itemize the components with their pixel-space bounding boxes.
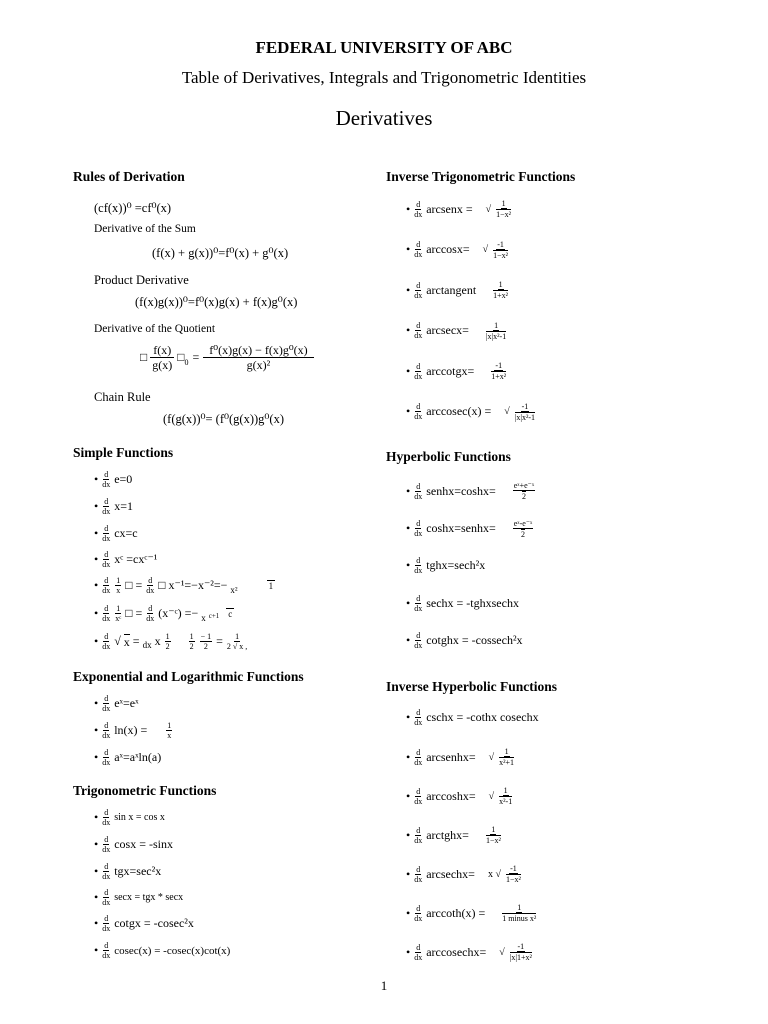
derivative-operator: $\frac{d}{dx}$ [102, 694, 111, 713]
list-item [94, 497, 133, 516]
list-item [94, 748, 161, 767]
result-fraction: $\frac{1}{\text{1 minus x²}}$ [502, 903, 537, 923]
list-item [94, 835, 173, 854]
derivative-operator: $\frac{d}{dx}$ [414, 747, 423, 767]
formula: e=0 [114, 472, 133, 486]
derivative-operator: $\frac{d}{dx}$ [102, 808, 111, 827]
list-item [406, 280, 509, 300]
quotient-equals: = [192, 350, 200, 364]
list-item [94, 888, 183, 907]
derivative-operator: $\frac{d}{dx}$ [102, 862, 111, 881]
quotient-rhs-numerator: f⁰(x)g(x) − f(x)g⁰(x) [203, 343, 313, 358]
function-name: cschx = -cothx cosechx [426, 710, 539, 724]
page-title: Derivatives [335, 106, 433, 130]
function-name: cotghx = -cossech²x [426, 633, 523, 647]
section-heading-trigonometric: Trigonometric Functions [73, 783, 217, 798]
formula-numerator: c [228, 609, 233, 619]
function-name: arccoshx= [426, 788, 476, 803]
derivative-operator: $\frac{d}{dx}$ [102, 576, 111, 595]
result-fraction: $\frac{1}{\text{1+x²}}$ [493, 280, 509, 300]
bullet: • [94, 837, 99, 851]
document-subtitle: Table of Derivatives, Integrals and Trigonometric Identities [181, 68, 587, 87]
derivative-operator: $\frac{d}{dx}$ [102, 721, 111, 740]
result-fraction: $\frac{1}{\text{1−x²}}$ [485, 825, 501, 845]
bullet: • [94, 499, 99, 513]
bullet: • [406, 788, 411, 803]
list-item [406, 481, 536, 501]
bracket-glyph: □ [125, 578, 133, 592]
formula: xᶜ =cxᶜ⁻¹ [114, 552, 158, 566]
list-item [406, 199, 512, 219]
formula: cosec(x) = -cosec(x)cot(x) [114, 944, 231, 957]
bullet: • [94, 578, 99, 592]
result-fraction: $\frac{1}{\text{|x|x²-1}}$ [485, 320, 507, 341]
function-name: arctangent [426, 282, 477, 297]
section-heading-simple: Simple Functions [73, 445, 174, 460]
derivative-operator: $\frac{d}{dx}$ [414, 519, 423, 538]
derivative-operator: $\frac{d}{dx}$ [414, 942, 423, 962]
bullet: • [406, 323, 411, 337]
fraction: $\frac{1}{\text{xᶜ}}$ [115, 604, 122, 623]
derivative-operator: $\frac{d}{dx}$ [414, 361, 423, 381]
formula: tgx=sec²x [114, 864, 162, 878]
list-item [94, 941, 230, 960]
bullet: • [94, 890, 99, 904]
radical-sign: √ [488, 751, 495, 763]
function-name: arcsechx= [426, 866, 475, 881]
result-fraction: $\frac{1}{\text{1−x²}}$ [496, 199, 512, 219]
derivative-operator: $\frac{d}{dx}$ [414, 786, 423, 806]
list-item [406, 747, 515, 767]
bullet: • [94, 696, 99, 710]
radicand: x [123, 634, 130, 649]
formula: secx = tgx * secx [114, 892, 184, 903]
derivative-operator: $\frac{d}{dx}$ [102, 497, 111, 516]
derivative-operator: $\frac{d}{dx}$ [102, 914, 111, 933]
list-item [406, 321, 507, 341]
function-name: arccotgx= [426, 363, 475, 378]
formula: cotgx = -cosec²x [114, 916, 194, 930]
result-fraction: $\frac{1}{\text{x²+1}}$ [499, 747, 515, 767]
quotient-lhs [150, 343, 174, 372]
bullet: • [94, 634, 99, 648]
list-item [406, 708, 539, 727]
derivative-operator: $\frac{d}{dx}$ [102, 748, 111, 767]
formula: ln(x) = [114, 723, 148, 737]
bullet: • [94, 916, 99, 930]
formula: (x⁻ᶜ) =− [158, 606, 199, 620]
radical-sign: √ [485, 203, 492, 215]
sum-rule-formula: (f(x) + g(x))⁰=f⁰(x) + g⁰(x) [152, 246, 289, 260]
bullet: • [94, 943, 99, 957]
function-name: arccosec(x) = [426, 404, 492, 418]
derivative-operator: $\frac{d}{dx}$ [102, 550, 111, 569]
derivative-operator: $\frac{d}{dx}$ [414, 708, 423, 727]
function-name: arcsenx = [426, 201, 473, 216]
list-item [406, 631, 523, 650]
bullet: • [406, 710, 411, 724]
result-fraction: $\frac{-1}{\text{1+x²}}$ [491, 361, 507, 381]
section-heading-inverse-trig: Inverse Trigonometric Functions [386, 169, 576, 184]
formula: aˣ=aˣln(a) [114, 750, 162, 764]
derivative-operator: $\frac{d}{dx}$ [102, 524, 111, 543]
formula: x [154, 634, 161, 648]
radical-sign: √ [488, 790, 495, 802]
list-item [406, 240, 509, 260]
derivative-operator: $\frac{d}{dx}$ [414, 631, 423, 650]
list-item [94, 862, 161, 881]
list-item [406, 556, 485, 575]
result-fraction: $\frac{-1}{\text{|x|x²-1}}$ [514, 401, 536, 422]
result-fraction: $\frac{\text{eˣ-e⁻ˣ}}{2}$ [513, 518, 533, 539]
bullet: • [406, 363, 411, 378]
derivative-operator: $\frac{d}{dx}$ [414, 593, 423, 613]
list-item [94, 808, 165, 827]
list-item [94, 604, 234, 623]
quotient-rhs [203, 343, 313, 372]
page-number: 1 [380, 978, 388, 993]
list-item [94, 721, 173, 740]
equals: = [135, 606, 143, 620]
derivative-operator: $\frac{d}{dx}$ [414, 280, 423, 300]
list-item [406, 519, 534, 539]
derivative-operator: $\frac{d}{dx}$ [102, 835, 111, 854]
derivative-operator: $\frac{d}{dx}$ [102, 888, 111, 907]
formula-numerator: 1 [268, 581, 274, 591]
function-name: coshx=senhx= [426, 521, 496, 535]
list-item [94, 524, 138, 543]
bullet: • [406, 595, 411, 610]
bullet: • [94, 472, 99, 486]
section-heading-exponential: Exponential and Logarithmic Functions [73, 669, 304, 684]
list-item [406, 864, 522, 884]
list-item [406, 361, 507, 381]
result-fraction: $\frac{-1}{\text{1−x²}}$ [493, 239, 509, 260]
product-rule-formula: (f(x)g(x))⁰=f⁰(x)g(x) + f(x)g⁰(x) [135, 295, 298, 309]
bullet: • [406, 827, 411, 842]
radical-sign: x √ [487, 868, 501, 880]
bracket-glyph: □ [140, 350, 148, 364]
equals: = [216, 634, 223, 648]
bullet: • [94, 810, 99, 824]
function-name: tghx=sech²x [426, 558, 486, 572]
result-fraction: $\frac{-1}{\text{|x|1+x²}}$ [509, 942, 532, 962]
bullet: • [406, 905, 411, 920]
quotient-lhs-denominator: g(x) [152, 358, 173, 372]
formula: eˣ=eˣ [114, 696, 139, 710]
derivative-operator: $\frac{d}{dx}$ [102, 470, 111, 489]
list-item [406, 786, 513, 806]
equals: = [135, 578, 143, 592]
result-fraction: $\frac{1}{2 √ x ,}$ [226, 632, 248, 651]
formula: x⁻¹=−x⁻²=− [168, 578, 228, 592]
function-name: senhx=coshx= [426, 483, 496, 498]
product-rule-label: Product Derivative [94, 273, 189, 287]
section-heading-inverse-hyperbolic: Inverse Hyperbolic Functions [386, 679, 557, 694]
list-item [406, 942, 533, 962]
derivative-operator: $\frac{d}{dx}$ [414, 556, 423, 575]
result-fraction: $\frac{\text{eˣ+e⁻ˣ}}{2}$ [513, 481, 535, 501]
bracket-glyph: □ [158, 578, 166, 592]
function-name: sechx = -tghxsechx [426, 595, 519, 610]
list-item [406, 903, 537, 923]
bullet: • [406, 558, 411, 572]
radical-sign: √ [499, 946, 505, 958]
bullet: • [406, 944, 411, 959]
quotient-rule-label: Derivative of the Quotient [94, 323, 216, 335]
list-item [406, 402, 536, 422]
dx-label: dx [142, 639, 152, 650]
quotient-rule-formula [140, 343, 314, 372]
derivative-operator: $\frac{d}{dx}$ [414, 240, 423, 259]
function-name: arccosechx= [426, 944, 487, 959]
list-item [94, 914, 194, 933]
bullet: • [406, 282, 411, 297]
list-item [94, 632, 248, 651]
radical-sign: √ [504, 406, 510, 417]
function-name: arctghx= [426, 827, 469, 842]
function-name: arcsenhx= [426, 749, 476, 764]
university-name: FEDERAL UNIVERSITY OF ABC [255, 38, 513, 57]
fraction: $\frac{1}{x}$ [116, 576, 121, 595]
bullet: • [94, 723, 99, 737]
constant-multiple-rule: (cf(x))⁰ =cf⁰(x) [94, 201, 172, 215]
bullet: • [94, 864, 99, 878]
function-name: arcsecx= [426, 323, 469, 337]
exponent-minus-half: $\frac{- 1}{2}$ [200, 632, 212, 651]
quotient-lhs-numerator: f(x) [150, 343, 174, 358]
chain-rule-formula: (f(g(x))⁰= (f⁰(g(x))g⁰(x) [163, 412, 284, 426]
derivative-operator: $\frac{d}{dx}$ [414, 481, 423, 501]
derivative-operator: $\frac{d}{dx}$ [414, 825, 423, 845]
list-item [406, 594, 519, 613]
bullet: • [406, 866, 411, 881]
function-name: arccoth(x) = [426, 905, 486, 920]
bullet: • [406, 749, 411, 764]
bullet: • [406, 521, 411, 535]
bullet: • [406, 633, 411, 647]
list-item [406, 825, 502, 845]
formula: cx=c [114, 526, 138, 540]
chain-rule-label: Chain Rule [94, 390, 151, 404]
exponent-half: $\frac{1}{2}$ [165, 632, 170, 651]
formula: sin x = cos x [114, 812, 165, 823]
formula-exponent: c+1 [208, 611, 220, 620]
formula: cosx = -sinx [114, 837, 173, 851]
result-fraction: $\frac{1}{\text{x²-1}}$ [499, 786, 513, 806]
bullet: • [94, 526, 99, 540]
list-item [94, 576, 275, 595]
section-heading-hyperbolic: Hyperbolic Functions [386, 449, 511, 464]
sum-rule-label: Derivative of the Sum [94, 223, 196, 235]
result-fraction: $\frac{1}{x}$ [167, 721, 172, 740]
bullet: • [406, 201, 411, 216]
derivative-operator: $\frac{d}{dx}$ [146, 604, 155, 623]
derivative-operator: $\frac{d}{dx}$ [414, 199, 423, 219]
result-fraction: $\frac{-1}{\text{1−x²}}$ [505, 864, 521, 884]
derivative-operator: $\frac{d}{dx}$ [102, 604, 111, 623]
bracket-glyph: □ [125, 606, 133, 620]
bullet: • [94, 750, 99, 764]
derivative-operator: $\frac{d}{dx}$ [102, 941, 111, 960]
equals: = [132, 634, 140, 648]
radical-sign: √ [482, 244, 489, 255]
derivative-operator: $\frac{d}{dx}$ [414, 903, 423, 923]
section-heading-rules: Rules of Derivation [73, 169, 185, 184]
derivative-operator: $\frac{d}{dx}$ [414, 402, 423, 421]
derivative-operator: $\frac{d}{dx}$ [414, 864, 423, 884]
bullet: • [94, 606, 99, 620]
list-item [94, 694, 139, 713]
radical-sign: √ [114, 634, 121, 648]
bracket-glyph: □ [177, 350, 185, 364]
formula-denominator: x² [230, 584, 238, 595]
list-item [94, 550, 157, 569]
formula: x=1 [114, 499, 133, 513]
derivative-operator: $\frac{d}{dx}$ [102, 632, 111, 651]
quotient-rhs-denominator: g(x)² [246, 358, 271, 372]
bullet: • [406, 242, 411, 256]
bullet: • [94, 552, 99, 566]
bullet: • [406, 404, 411, 418]
formula-denominator: x [201, 612, 206, 623]
derivative-operator: $\frac{d}{dx}$ [414, 321, 423, 340]
function-name: arccosx= [426, 242, 470, 256]
bullet: • [406, 483, 411, 498]
coefficient-half: $\frac{1}{2}$ [189, 632, 194, 651]
list-item [94, 470, 132, 489]
derivative-operator: $\frac{d}{dx}$ [146, 576, 155, 595]
quotient-prime: 0 [184, 358, 189, 367]
